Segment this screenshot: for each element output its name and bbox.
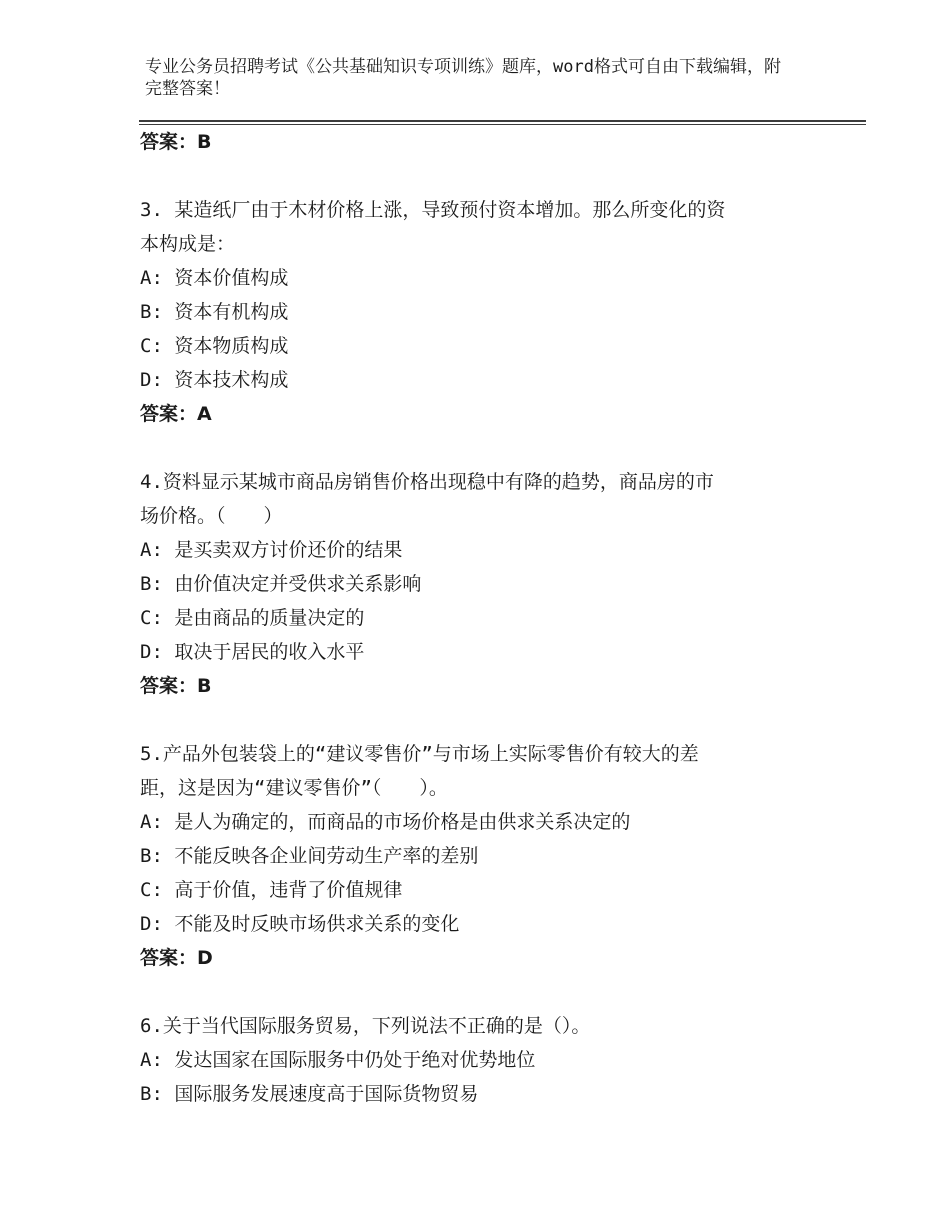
option-a: A: 是人为确定的，而商品的市场价格是由供求关系决定的 — [140, 811, 631, 833]
answer-line: 答案：B — [140, 675, 212, 697]
spacer — [140, 159, 820, 193]
question-stem-line: 3. 某造纸厂由于木材价格上涨，导致预付资本增加。那么所变化的资 — [140, 199, 726, 221]
option-c: C: 高于价值，违背了价值规律 — [140, 879, 403, 901]
option-b: B: 资本有机构成 — [140, 301, 289, 323]
answer-line: 答案：D — [140, 947, 213, 969]
option-d: D: 取决于居民的收入水平 — [140, 641, 365, 663]
question-content — [140, 125, 820, 1111]
question-stem-line: 距，这是因为“建议零售价”（ ）。 — [140, 777, 448, 799]
answer-line: 答案：B — [140, 131, 212, 153]
answer-line: 答案：A — [140, 403, 212, 425]
option-a: A: 资本价值构成 — [140, 267, 289, 289]
option-d: D: 不能及时反映市场供求关系的变化 — [140, 913, 460, 935]
document-header: 专业公务员招聘考试《公共基础知识专项训练》题库，word格式可自由下载编辑，附完整答案！ — [145, 57, 781, 99]
question-5 — [140, 737, 820, 975]
option-c: C: 是由商品的质量决定的 — [140, 607, 365, 629]
question-stem-line: 场价格。（ ） — [140, 505, 283, 527]
option-b: B: 国际服务发展速度高于国际货物贸易 — [140, 1083, 479, 1105]
option-c: C: 资本物质构成 — [140, 335, 289, 357]
option-b: B: 由价值决定并受供求关系影响 — [140, 573, 422, 595]
question-3 — [140, 193, 820, 431]
question-stem-line: 6.关于当代国际服务贸易，下列说法不正确的是（）。 — [140, 1015, 591, 1037]
spacer — [140, 703, 820, 737]
spacer — [140, 975, 820, 1009]
question-stem-line: 5.产品外包装袋上的“建议零售价”与市场上实际零售价有较大的差 — [140, 743, 699, 765]
option-d: D: 资本技术构成 — [140, 369, 289, 391]
question-4 — [140, 465, 820, 703]
question-stem-line: 4.资料显示某城市商品房销售价格出现稳中有降的趋势，商品房的市 — [140, 471, 714, 493]
option-a: A: 发达国家在国际服务中仍处于绝对优势地位 — [140, 1049, 536, 1071]
spacer — [140, 431, 820, 465]
header-rule-thick — [139, 120, 866, 122]
option-b: B: 不能反映各企业间劳动生产率的差别 — [140, 845, 479, 867]
question-6 — [140, 1009, 820, 1111]
option-a: A: 是买卖双方讨价还价的结果 — [140, 539, 403, 561]
question-stem-line: 本构成是： — [140, 233, 236, 255]
